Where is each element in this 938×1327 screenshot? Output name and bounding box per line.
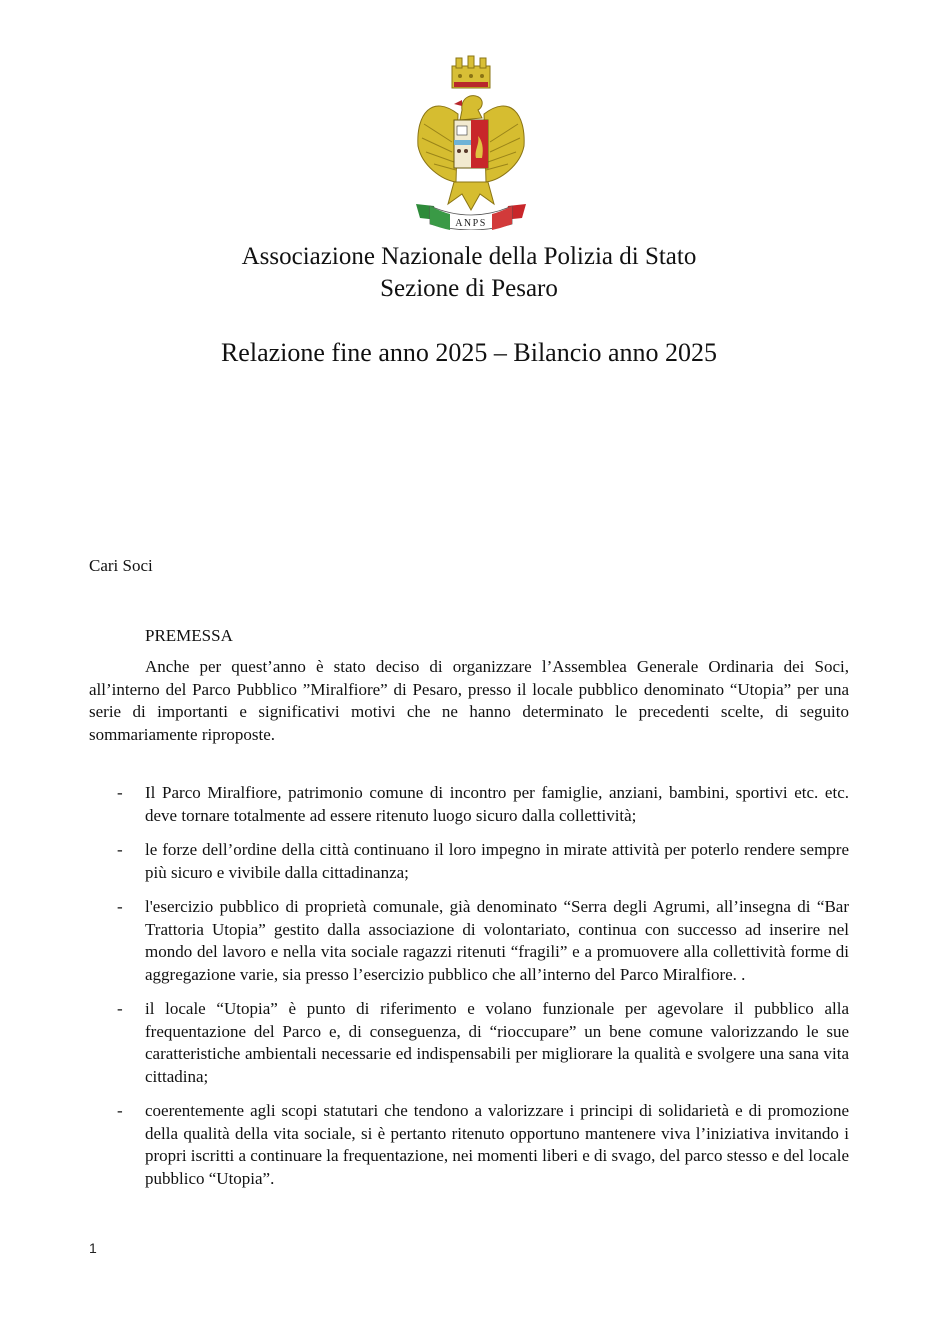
list-item-text: Il Parco Miralfiore, patrimonio comune di incontro per famiglie, anziani, bambini, sportivi etc. etc. deve tornare totalmente ad essere ritenuto luogo sicuro dalla collettività; bbox=[145, 783, 849, 825]
page-number: 1 bbox=[89, 1240, 97, 1256]
anps-emblem-logo bbox=[412, 54, 530, 230]
report-title: Relazione fine anno 2025 – Bilancio anno 2025 bbox=[220, 338, 718, 367]
section-heading: PREMESSA bbox=[145, 626, 233, 645]
svg-text:ANPS: ANPS bbox=[455, 218, 487, 229]
bullet-marker: - bbox=[117, 840, 123, 859]
list-item bbox=[89, 782, 849, 827]
list-item bbox=[89, 998, 849, 1088]
list-item bbox=[89, 896, 849, 986]
intro-paragraph: Anche per quest’anno è stato deciso di organizzare l’Assemblea Generale Ordinaria dei Soci, all’interno del Parco Pubblico ”Miralfiore” di Pesaro, presso il locale pubblico denominato “Utopia” per una serie di importanti e significativi motivi che ne hanno determinato le precedenti scelte, di seguito sommariamente riproposte. bbox=[89, 657, 849, 744]
crown-icon bbox=[452, 56, 490, 88]
list-item-text: l'esercizio pubblico di proprietà comunale, già denominato “Serra degli Agrumi, all’insegna di “Bar Trattoria Utopia” gestito dalla associazione di volontariato, continua con successo ad inserire nel mondo del lavoro e nella vita sociale ragazzi ritenuti “fragili” e a promuovere alla collettività forme di aggregazione varie, sia presso l’esercizio pubblico che all’interno del Parco Miralfiore. . bbox=[145, 897, 849, 984]
shield-icon bbox=[454, 120, 488, 168]
list-item-text: coerentemente agli scopi statutari che tendono a valorizzare i principi di solidarietà e di promozione della qualità della vita sociale, si è pertanto ritenuto opportuno mantenere viva l’iniziativa invitando i propri iscritti a continuare la frequentazione, nei momenti liberi e di svago, del parco stesso e del locale pubblico “Utopia”. bbox=[145, 1101, 849, 1188]
list-item-text: il locale “Utopia” è punto di riferimento e volano funzionale per agevolare il pubblico alla frequentazione del Parco e, di conseguenza, di “rioccupare” un bene comune valorizzando le sue caratteristiche ambientali necessarie ed indispensabili per migliorare la qualità e svolgere una sana vita cittadina; bbox=[145, 999, 849, 1086]
bullet-marker: - bbox=[117, 897, 123, 916]
bullet-list bbox=[89, 782, 849, 1202]
greeting: Cari Soci bbox=[89, 556, 153, 575]
bullet-marker: - bbox=[117, 783, 123, 802]
list-item bbox=[89, 1100, 849, 1190]
section-name: Sezione di Pesaro bbox=[380, 275, 558, 302]
organization-name: Associazione Nazionale della Polizia di Stato bbox=[241, 243, 697, 270]
list-item-text: le forze dell’ordine della città continuano il loro impegno in mirate attività per poterlo rendere sempre più sicuro e vivibile dalla cittadinanza; bbox=[145, 840, 849, 882]
list-item bbox=[89, 839, 849, 884]
bullet-marker: - bbox=[117, 1101, 123, 1120]
bullet-marker: - bbox=[117, 999, 123, 1018]
